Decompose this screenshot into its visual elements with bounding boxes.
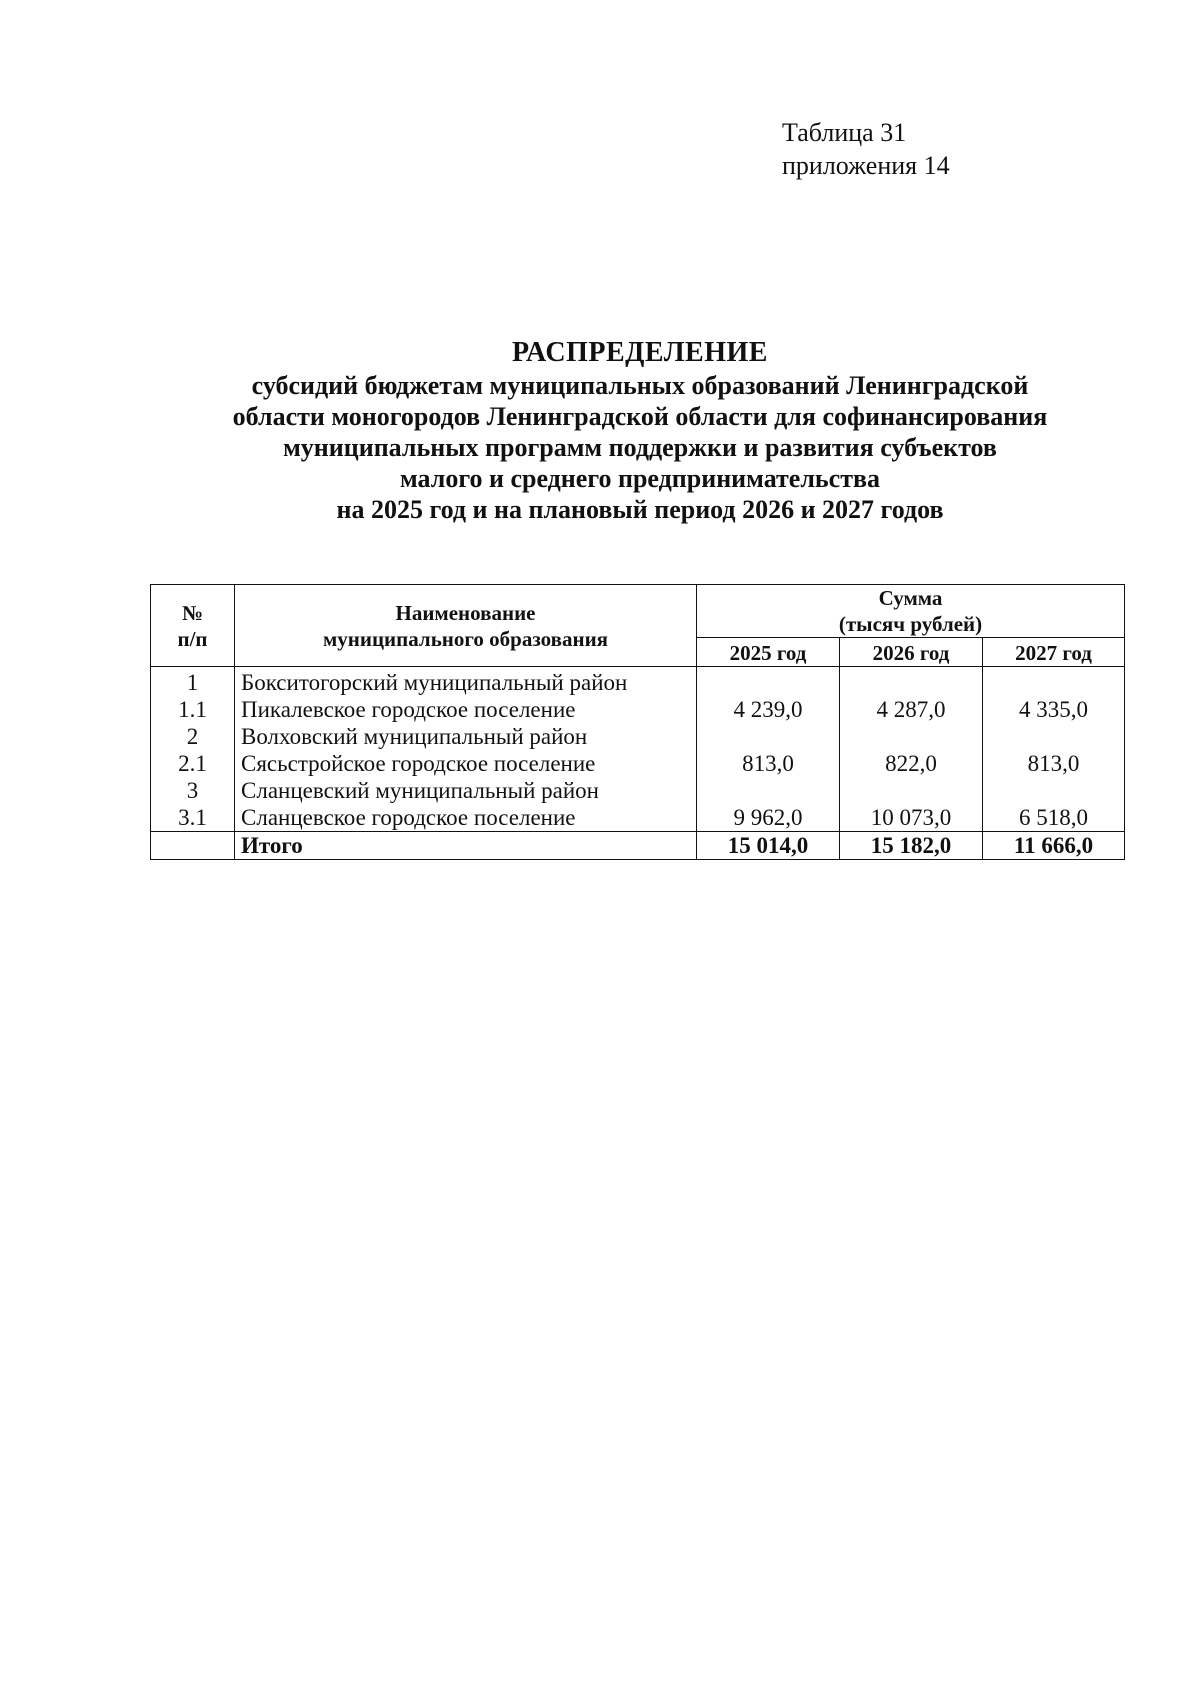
municipality-name: Сланцевский муниципальный район	[235, 777, 697, 804]
distribution-table	[150, 584, 1125, 860]
column-header-number: № п/п	[151, 585, 235, 667]
total-2026: 15 182,0	[840, 832, 983, 860]
column-header-2025: 2025 год	[697, 638, 840, 667]
value-2027: 4 335,0	[983, 696, 1125, 723]
value-2027: 813,0	[983, 750, 1125, 777]
row-number: 1	[151, 667, 235, 697]
value-2025	[697, 723, 840, 750]
table-number: Таблица 31	[782, 118, 907, 147]
table-row	[151, 777, 1125, 804]
heading-line: малого и среднего предпринимательства	[399, 464, 881, 493]
column-header-2027: 2027 год	[983, 638, 1125, 667]
row-number: 1.1	[151, 696, 235, 723]
value-2026: 822,0	[840, 750, 983, 777]
value-2027: 6 518,0	[983, 804, 1125, 832]
municipality-name: Бокситогорский муниципальный район	[235, 667, 697, 697]
value-2026	[840, 667, 983, 697]
table-row	[151, 804, 1125, 832]
table-row	[151, 750, 1125, 777]
total-2027: 11 666,0	[983, 832, 1125, 860]
value-2025	[697, 777, 840, 804]
value-2025	[697, 667, 840, 697]
total-row	[151, 832, 1125, 860]
value-2026: 10 073,0	[840, 804, 983, 832]
document-title: РАСПРЕДЕЛЕНИЕ	[512, 337, 768, 368]
municipality-name: Сланцевское городское поселение	[235, 804, 697, 832]
table-reference	[782, 116, 950, 182]
column-header-2026: 2026 год	[840, 638, 983, 667]
row-number: 2.1	[151, 750, 235, 777]
document-heading	[150, 336, 1130, 525]
total-label: Итого	[235, 832, 697, 860]
total-2025: 15 014,0	[697, 832, 840, 860]
value-2026	[840, 723, 983, 750]
value-2027	[983, 723, 1125, 750]
table-row	[151, 696, 1125, 723]
heading-line: области моногородов Ленинградской области для софинансирования	[232, 402, 1048, 431]
value-2025: 813,0	[697, 750, 840, 777]
value-2025: 9 962,0	[697, 804, 840, 832]
value-2027	[983, 667, 1125, 697]
municipality-name: Пикалевское городское поселение	[235, 696, 697, 723]
appendix-reference: приложения 14	[782, 151, 950, 180]
municipality-name: Волховский муниципальный район	[235, 723, 697, 750]
table-row	[151, 667, 1125, 697]
heading-line: муниципальных программ поддержки и развития субъектов	[283, 433, 997, 462]
total-number	[151, 832, 235, 860]
row-number: 3	[151, 777, 235, 804]
column-header-sum: Сумма (тысяч рублей)	[697, 585, 1125, 638]
heading-line: субсидий бюджетам муниципальных образований Ленинградской	[251, 371, 1029, 400]
value-2026	[840, 777, 983, 804]
table-row	[151, 723, 1125, 750]
table-header-row	[151, 585, 1125, 638]
value-2027	[983, 777, 1125, 804]
row-number: 3.1	[151, 804, 235, 832]
value-2025: 4 239,0	[697, 696, 840, 723]
column-header-name: Наименование муниципального образования	[235, 585, 697, 667]
municipality-name: Сясьстройское городское поселение	[235, 750, 697, 777]
value-2026: 4 287,0	[840, 696, 983, 723]
heading-line: на 2025 год и на плановый период 2026 и 2027 годов	[336, 495, 944, 524]
row-number: 2	[151, 723, 235, 750]
